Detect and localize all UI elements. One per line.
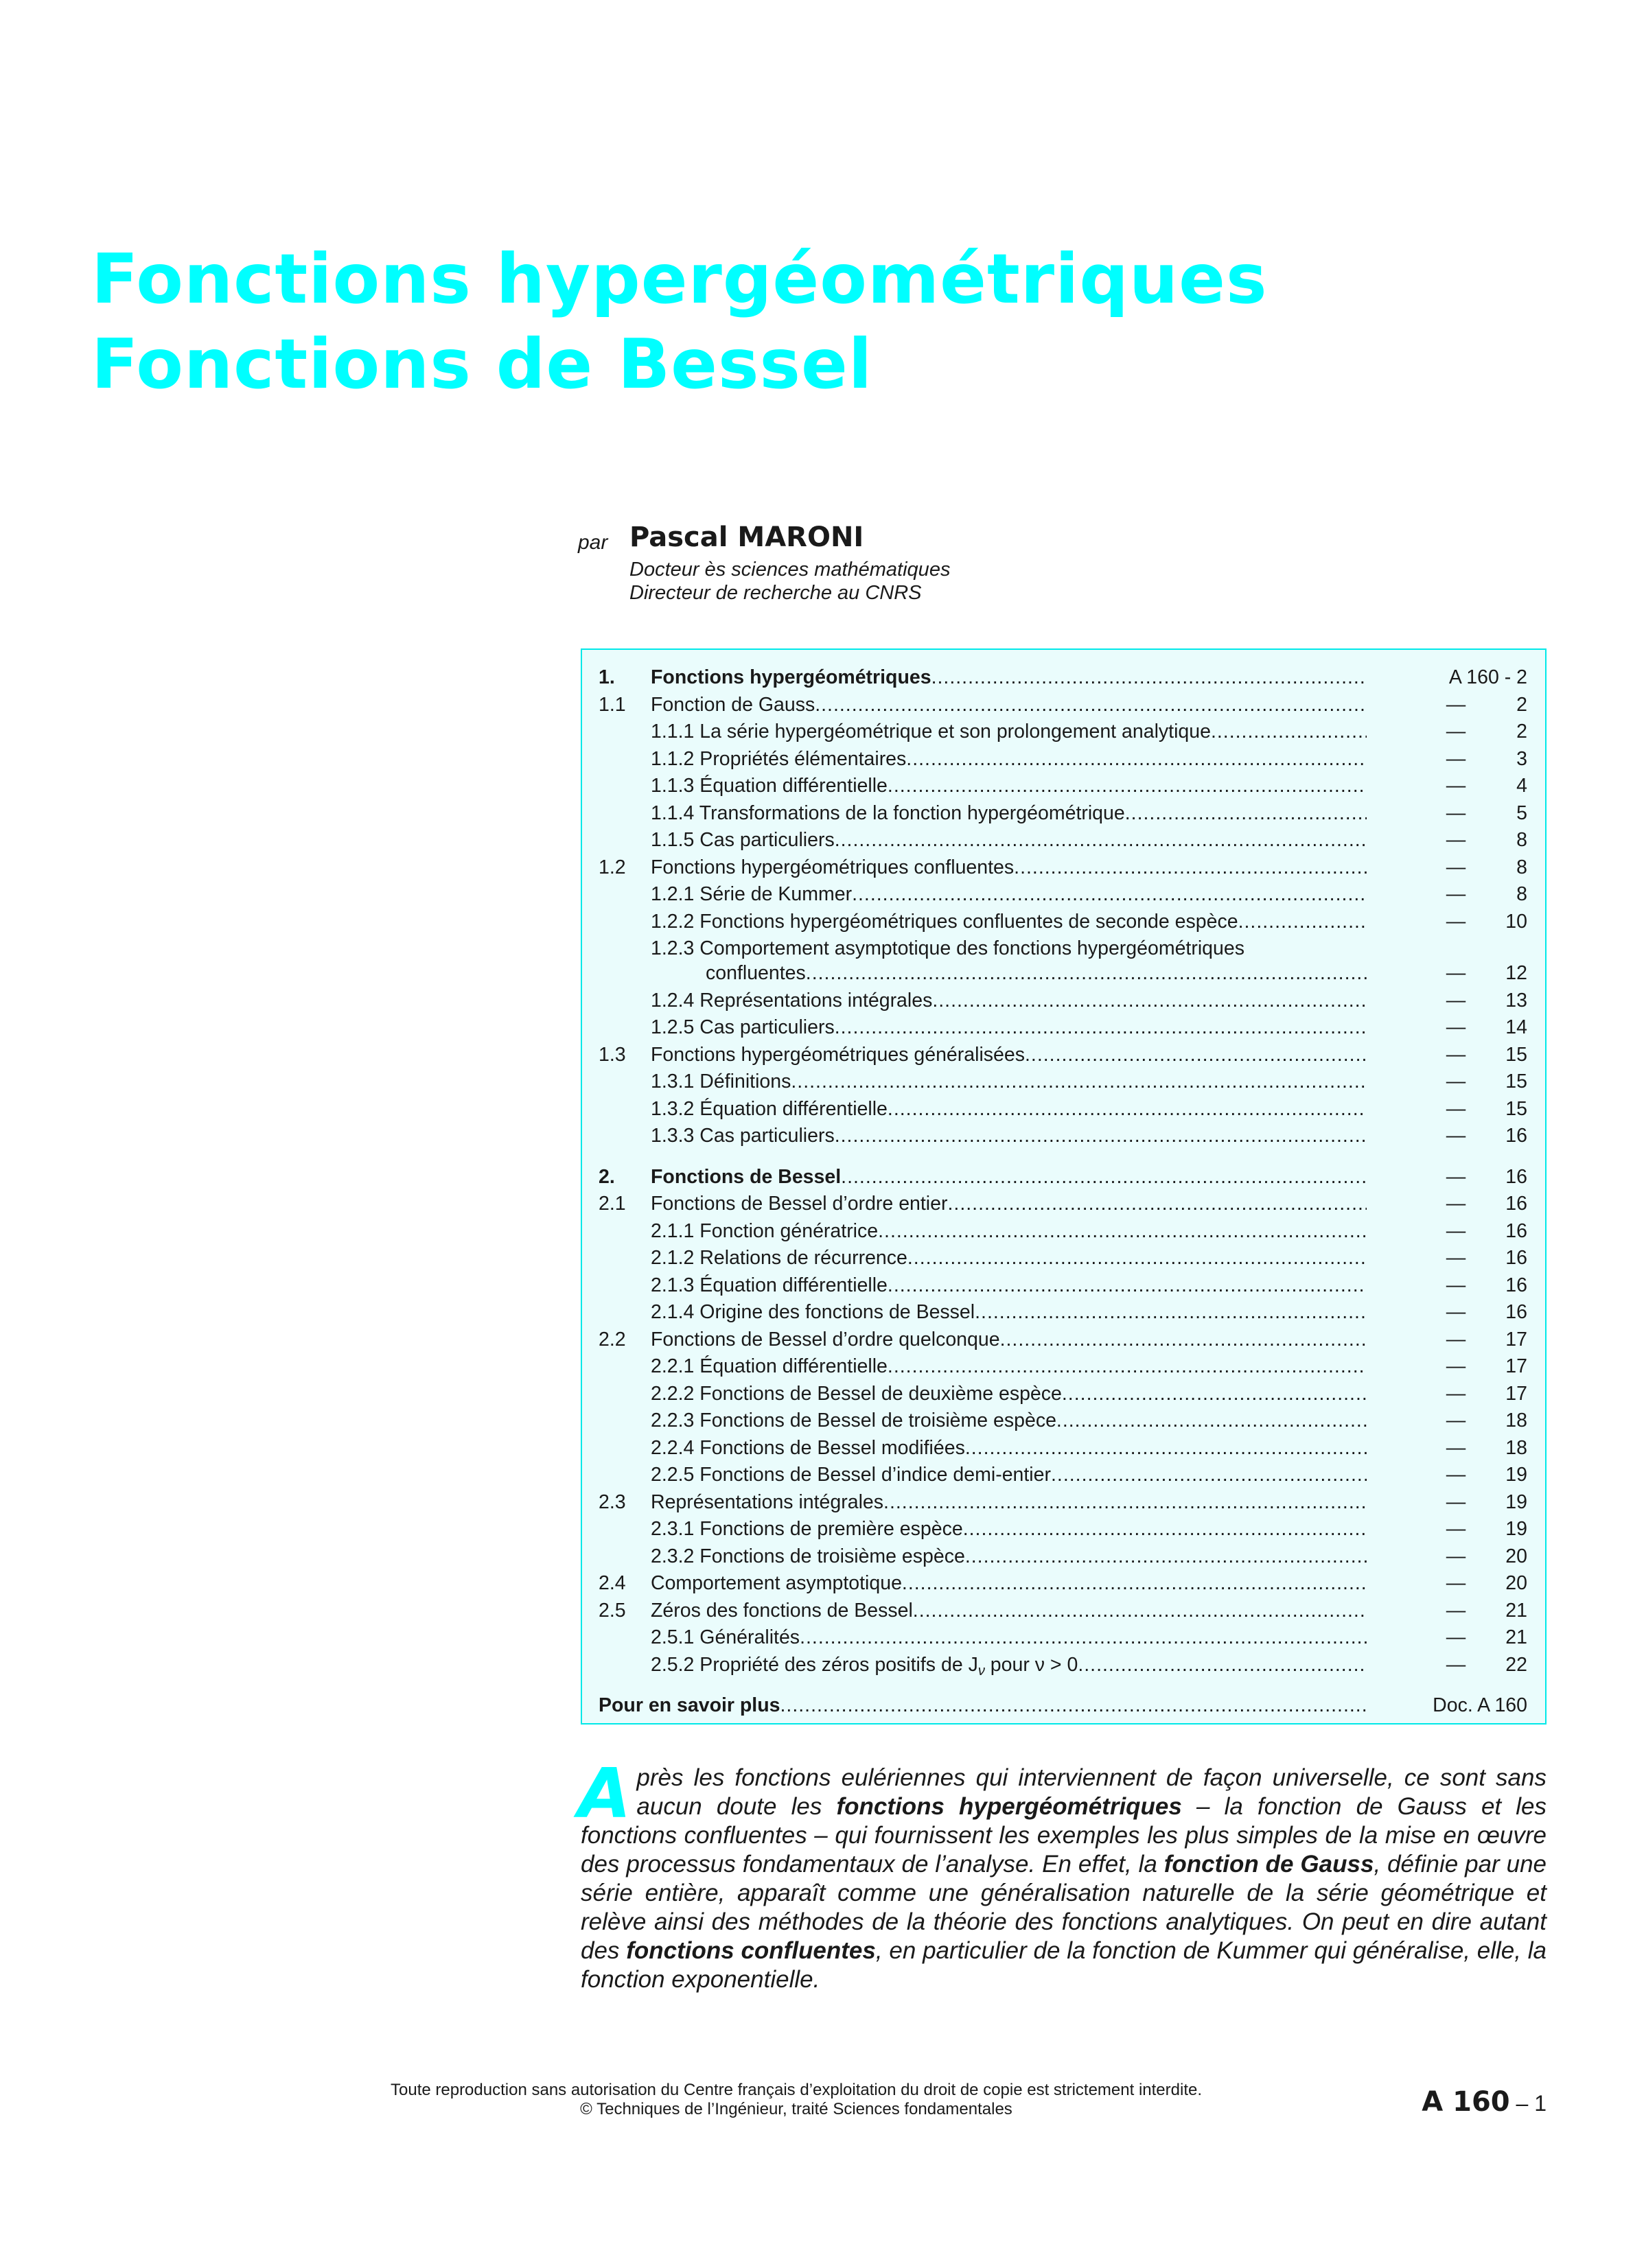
toc-label-text: 2.3.1 Fonctions de première espèce [651,1518,963,1540]
toc-leader-dots [902,1571,1367,1595]
toc-number: 1.3 [599,1043,626,1066]
toc-ditto-dash: — [1446,693,1466,716]
toc-label [651,1571,1367,1595]
toc-page-number: 14 [1505,1016,1527,1038]
toc-label [651,1165,1367,1189]
toc-label-text: 2.2.5 Fonctions de Bessel d’indice demi-entier [651,1464,1051,1486]
toc-label [651,747,1367,771]
toc-page-number: 19 [1505,1518,1527,1540]
toc-page-number: 16 [1505,1219,1527,1242]
toc-leader-dots [883,1490,1367,1515]
toc-label [651,1219,1367,1243]
abstract-segment: , définie par une série entière, apparaît comme une généralisation naturelle de la série géométrique et relève ainsi des méthodes de la théorie des fonctions analytiques. On peut en dire autant des [581,1851,1547,1964]
toc-ditto-dash: — [1446,1410,1466,1431]
toc-label-text: 2.3.2 Fonctions de troisième espèce [651,1545,965,1567]
toc-page-number: 18 [1505,1410,1527,1431]
toc-label [651,1408,1367,1433]
toc-label [651,1544,1367,1569]
toc-label-text: 1.2.2 Fonctions hypergéométriques confluentes de seconde espèce [651,910,1238,933]
toc-label-text: 1.3.2 Équation différentielle [651,1097,888,1120]
toc-label-text: Représentations intégrales [651,1490,884,1513]
toc-leader-dots [1056,1408,1367,1433]
title-line-1: Fonctions hypergéométriques [91,239,1268,319]
toc-label-text: confluentes [706,962,806,984]
toc-number: 1. [599,666,615,688]
toc-leader-dots [963,1517,1367,1541]
toc-leader-dots [888,1273,1367,1298]
toc-label [651,1517,1367,1541]
toc-leader-dots [1062,1381,1367,1406]
table-of-contents [581,648,1547,1725]
toc-label [651,1436,1367,1460]
toc-label [651,1191,1367,1216]
toc-page-number: 16 [1505,1165,1527,1188]
toc-label-part: pour ν > 0 [984,1653,1078,1676]
toc-leader-dots [965,1436,1367,1460]
toc-label [651,665,1367,690]
toc-label [651,1273,1367,1298]
toc-label-text: Pour en savoir plus [599,1694,780,1716]
toc-ditto-dash: — [1446,1219,1466,1242]
toc-page-number: 17 [1505,1382,1527,1405]
doc-code: A 160 [1422,2086,1510,2118]
toc-label-text: 1.1.4 Transformations de la fonction hypergéométrique [651,802,1125,824]
toc-label-text: 2.1.4 Origine des fonctions de Bessel [651,1301,975,1323]
toc-ditto-dash: — [1446,1518,1466,1540]
page-number [1422,2086,1547,2118]
toc-label-text: 1.3.3 Cas particuliers [651,1125,835,1147]
toc-label [651,1042,1367,1067]
toc-page-number: 17 [1505,1328,1527,1351]
toc-label-text: Zéros des fonctions de Bessel [651,1599,913,1622]
toc-ditto-dash: — [1446,1301,1466,1323]
toc-page-number: 15 [1505,1097,1527,1120]
toc-ditto-dash: — [1446,1436,1466,1459]
toc-leader-dots [1025,1042,1367,1067]
toc-number: 2.2 [599,1328,626,1351]
toc-leader-dots [815,692,1367,717]
toc-leader-dots [1211,719,1367,744]
toc-page-number: 16 [1505,1274,1527,1296]
toc-ditto-dash: — [1446,910,1466,933]
toc-page-number: 16 [1505,1125,1527,1147]
abstract-emphasis: fonction de Gauss [1163,1851,1374,1878]
toc-leader-dots [1014,855,1367,880]
abstract-segment: près les fonctions eulériennes qui interviennent de façon universelle, ce sont sans aucun doute les [636,1764,1547,1820]
toc-leader-dots [800,1625,1367,1650]
toc-leader-dots [1051,1462,1367,1487]
toc-ditto-dash: — [1446,856,1466,878]
toc-label-text: Fonctions de Bessel [651,1165,842,1188]
toc-number: 2.1 [599,1193,626,1215]
toc-ditto-dash: — [1446,1599,1466,1622]
toc-label [651,882,1367,907]
toc-page-number: 19 [1505,1464,1527,1486]
toc-label-text: Fonctions hypergéométriques généralisées [651,1043,1025,1066]
toc-label-text: 2.2.2 Fonctions de Bessel de deuxième espèce [651,1382,1062,1405]
author-qualification: Docteur ès sciences mathématiques [629,559,951,581]
toc-leader-dots [888,773,1367,798]
toc-label-text: 1.1.1 La série hypergéométrique et son prolongement analytique [651,721,1211,743]
abstract-emphasis: fonctions confluentes [626,1937,876,1964]
toc-leader-dots [888,1097,1367,1121]
toc-page-number: 16 [1505,1193,1527,1215]
toc-leader-dots [835,1015,1367,1040]
toc-page-number: 2 [1516,693,1527,716]
toc-label [651,1069,1367,1094]
toc-label [651,1354,1367,1379]
toc-page-number: 21 [1505,1599,1527,1622]
toc-label-text: 1.2.5 Cas particuliers [651,1016,835,1038]
toc-page-number: 3 [1516,747,1527,770]
toc-label [651,1123,1367,1148]
toc-label-text: 1.2.4 Représentations intégrales [651,989,933,1012]
toc-ditto-dash: — [1446,775,1466,797]
toc-number: 2.4 [599,1572,626,1594]
toc-number: 2.3 [599,1490,626,1513]
toc-page-number: 16 [1505,1301,1527,1323]
toc-label-text: 2.1.3 Équation différentielle [651,1274,888,1296]
toc-label [651,1327,1367,1352]
toc-leader-dots [931,665,1367,690]
toc-number: 2.5 [599,1599,626,1622]
toc-page-number: 21 [1505,1626,1527,1648]
toc-ditto-dash: — [1446,1355,1466,1377]
copyright-notice: Toute reproduction sans autorisation du Centre français d’exploitation du droit de copie est strictement interdite. [391,2081,1202,2099]
toc-label-text: Fonctions hypergéométriques confluentes [651,856,1015,878]
toc-ditto-dash: — [1446,1125,1466,1147]
author-qualification: Directeur de recherche au CNRS [629,582,922,604]
toc-label-part: 2.5.2 Propriété des zéros positifs de J [651,1653,978,1676]
abstract-text [581,1764,1547,1993]
toc-ditto-dash: — [1446,1572,1466,1594]
toc-leader-dots [1000,1327,1367,1352]
toc-label-text [651,1652,1078,1683]
toc-label [651,1246,1367,1270]
toc-label [651,1381,1367,1406]
toc-ditto-dash: — [1446,721,1466,743]
toc-ditto-dash: — [1446,989,1466,1012]
toc-page-number: 10 [1505,910,1527,933]
toc-leader-dots [913,1598,1367,1623]
toc-page-ref: Doc. A 160 [1433,1694,1527,1716]
toc-ditto-dash: — [1446,883,1466,905]
toc-label [706,961,1367,985]
title-line-2: Fonctions de Bessel [91,324,873,404]
toc-ditto-dash: — [1446,1165,1466,1188]
toc-label-text: 1.1.2 Propriétés élémentaires [651,747,907,770]
toc-label [651,1015,1367,1040]
toc-leader-dots [852,882,1367,907]
toc-label-text: 2.2.3 Fonctions de Bessel de troisième espèce [651,1410,1056,1431]
toc-leader-dots [780,1693,1367,1718]
toc-label-text: 2.1.2 Relations de récurrence [651,1247,907,1269]
toc-leader-dots [1238,909,1367,934]
toc-label [651,988,1367,1013]
page-separator: – [1509,2091,1535,2116]
toc-page-number: 18 [1505,1436,1527,1459]
abstract [578,1753,1547,1994]
toc-leader-dots [975,1300,1367,1324]
toc-label-text: Fonction de Gauss [651,693,815,716]
toc-page-number: 15 [1505,1071,1527,1092]
toc-page-number: 5 [1516,802,1527,824]
toc-label [651,1097,1367,1121]
toc-label [651,801,1367,826]
document-title [91,237,1267,407]
toc-label-line-1: 1.2.3 Comportement asymptotique des fonctions hypergéométriques [651,937,1244,959]
toc-ditto-dash: — [1446,802,1466,824]
toc-label-text: 1.1.5 Cas particuliers [651,829,835,851]
toc-ditto-dash: — [1446,1626,1466,1648]
toc-ditto-dash: — [1446,1274,1466,1296]
toc-ditto-dash: — [1446,1464,1466,1486]
toc-label [651,1652,1367,1683]
toc-label-subscript: ν [977,1663,985,1679]
toc-ditto-dash: — [1446,747,1466,770]
toc-leader-dots [878,1219,1367,1243]
toc-label [651,719,1367,744]
toc-leader-dots [791,1069,1367,1094]
toc-label [651,1598,1367,1623]
toc-leader-dots [965,1544,1367,1569]
toc-label [651,909,1367,934]
toc-leader-dots [841,1165,1367,1189]
toc-label-text: Fonctions hypergéométriques [651,666,931,688]
toc-leader-dots [835,828,1367,852]
toc-number: 1.1 [599,693,626,716]
author-prefix: par [578,531,608,554]
publisher-notice: © Techniques de l’Ingénieur, traité Sciences fondamentales [580,2100,1012,2118]
toc-page-number: 20 [1505,1545,1527,1567]
toc-label [651,1490,1367,1515]
toc-page-number: 2 [1516,721,1527,743]
toc-ditto-dash: — [1446,1016,1466,1038]
toc-page-number: 16 [1505,1247,1527,1269]
toc-label-text: Fonctions de Bessel d’ordre quelconque [651,1328,1000,1351]
toc-ditto-dash: — [1446,962,1466,984]
toc-label [599,1693,1367,1718]
toc-leader-dots [932,988,1367,1013]
toc-ditto-dash: — [1446,1071,1466,1092]
toc-ditto-dash: — [1446,1653,1466,1676]
abstract-segment: , en particulier de la fonction de Kummer qui généralise, elle, la fonction exponentielle. [581,1937,1547,1993]
toc-page-ref: A 160 - 2 [1448,666,1527,688]
toc-leader-dots [806,961,1367,985]
toc-page-number: 19 [1505,1490,1527,1513]
toc-ditto-dash: — [1446,1328,1466,1351]
toc-label-text: 1.2.1 Série de Kummer [651,883,853,905]
toc-page-number: 13 [1505,989,1527,1012]
toc-page-number: 17 [1505,1355,1527,1377]
toc-label-text: Comportement asymptotique [651,1572,902,1594]
toc-page-number: 20 [1505,1572,1527,1594]
toc-page-number: 8 [1516,829,1527,851]
toc-ditto-dash: — [1446,1247,1466,1269]
toc-ditto-dash: — [1446,1545,1466,1567]
toc-label [651,773,1367,798]
toc-leader-dots [1125,801,1367,826]
toc-number: 1.2 [599,856,626,878]
page-number-value: 1 [1534,2091,1547,2116]
toc-ditto-dash: — [1446,1097,1466,1120]
toc-label-text: 2.5.1 Généralités [651,1626,800,1648]
toc-label-text: Fonctions de Bessel d’ordre entier [651,1193,948,1215]
toc-ditto-dash: — [1446,1490,1466,1513]
toc-ditto-dash: — [1446,1193,1466,1215]
toc-ditto-dash: — [1446,829,1466,851]
abstract-segment: – la fonction de Gauss et les fonctions confluentes – qui fournissent les exemples les plus simples de la mise en œuvre des processus fondamentaux de l’analyse. En effet, la [581,1793,1547,1878]
toc-ditto-dash: — [1446,1382,1466,1405]
toc-label-text: 2.2.1 Équation différentielle [651,1355,888,1377]
toc-page-number: 12 [1505,962,1527,984]
toc-label [651,1625,1367,1650]
toc-label-text: 2.2.4 Fonctions de Bessel modifiées [651,1436,965,1459]
toc-label [651,1462,1367,1487]
toc-leader-dots [835,1123,1367,1148]
toc-page-number: 15 [1505,1043,1527,1066]
toc-label-text: 1.1.3 Équation différentielle [651,775,888,797]
abstract-emphasis: fonctions hypergéométriques [836,1793,1182,1820]
toc-page-number: 8 [1516,883,1527,905]
toc-label [651,1300,1367,1324]
toc-leader-dots [906,747,1367,771]
footer [261,2081,1332,2129]
toc-leader-dots [888,1354,1367,1379]
toc-page-number: 4 [1516,775,1527,797]
toc-label [651,828,1367,852]
toc-label [651,855,1367,880]
toc-leader-dots [907,1246,1367,1270]
toc-page-number: 8 [1516,856,1527,878]
toc-label [651,692,1367,717]
toc-page-number: 22 [1505,1653,1527,1676]
drop-cap: A [578,1753,632,1834]
toc-label-text: 1.3.1 Définitions [651,1071,791,1092]
toc-number: 2. [599,1165,615,1188]
toc-leader-dots [1078,1652,1367,1683]
toc-label-text: 2.1.1 Fonction génératrice [651,1219,879,1242]
author-name: Pascal MARONI [629,522,864,553]
toc-leader-dots [947,1191,1367,1216]
toc-ditto-dash: — [1446,1043,1466,1066]
